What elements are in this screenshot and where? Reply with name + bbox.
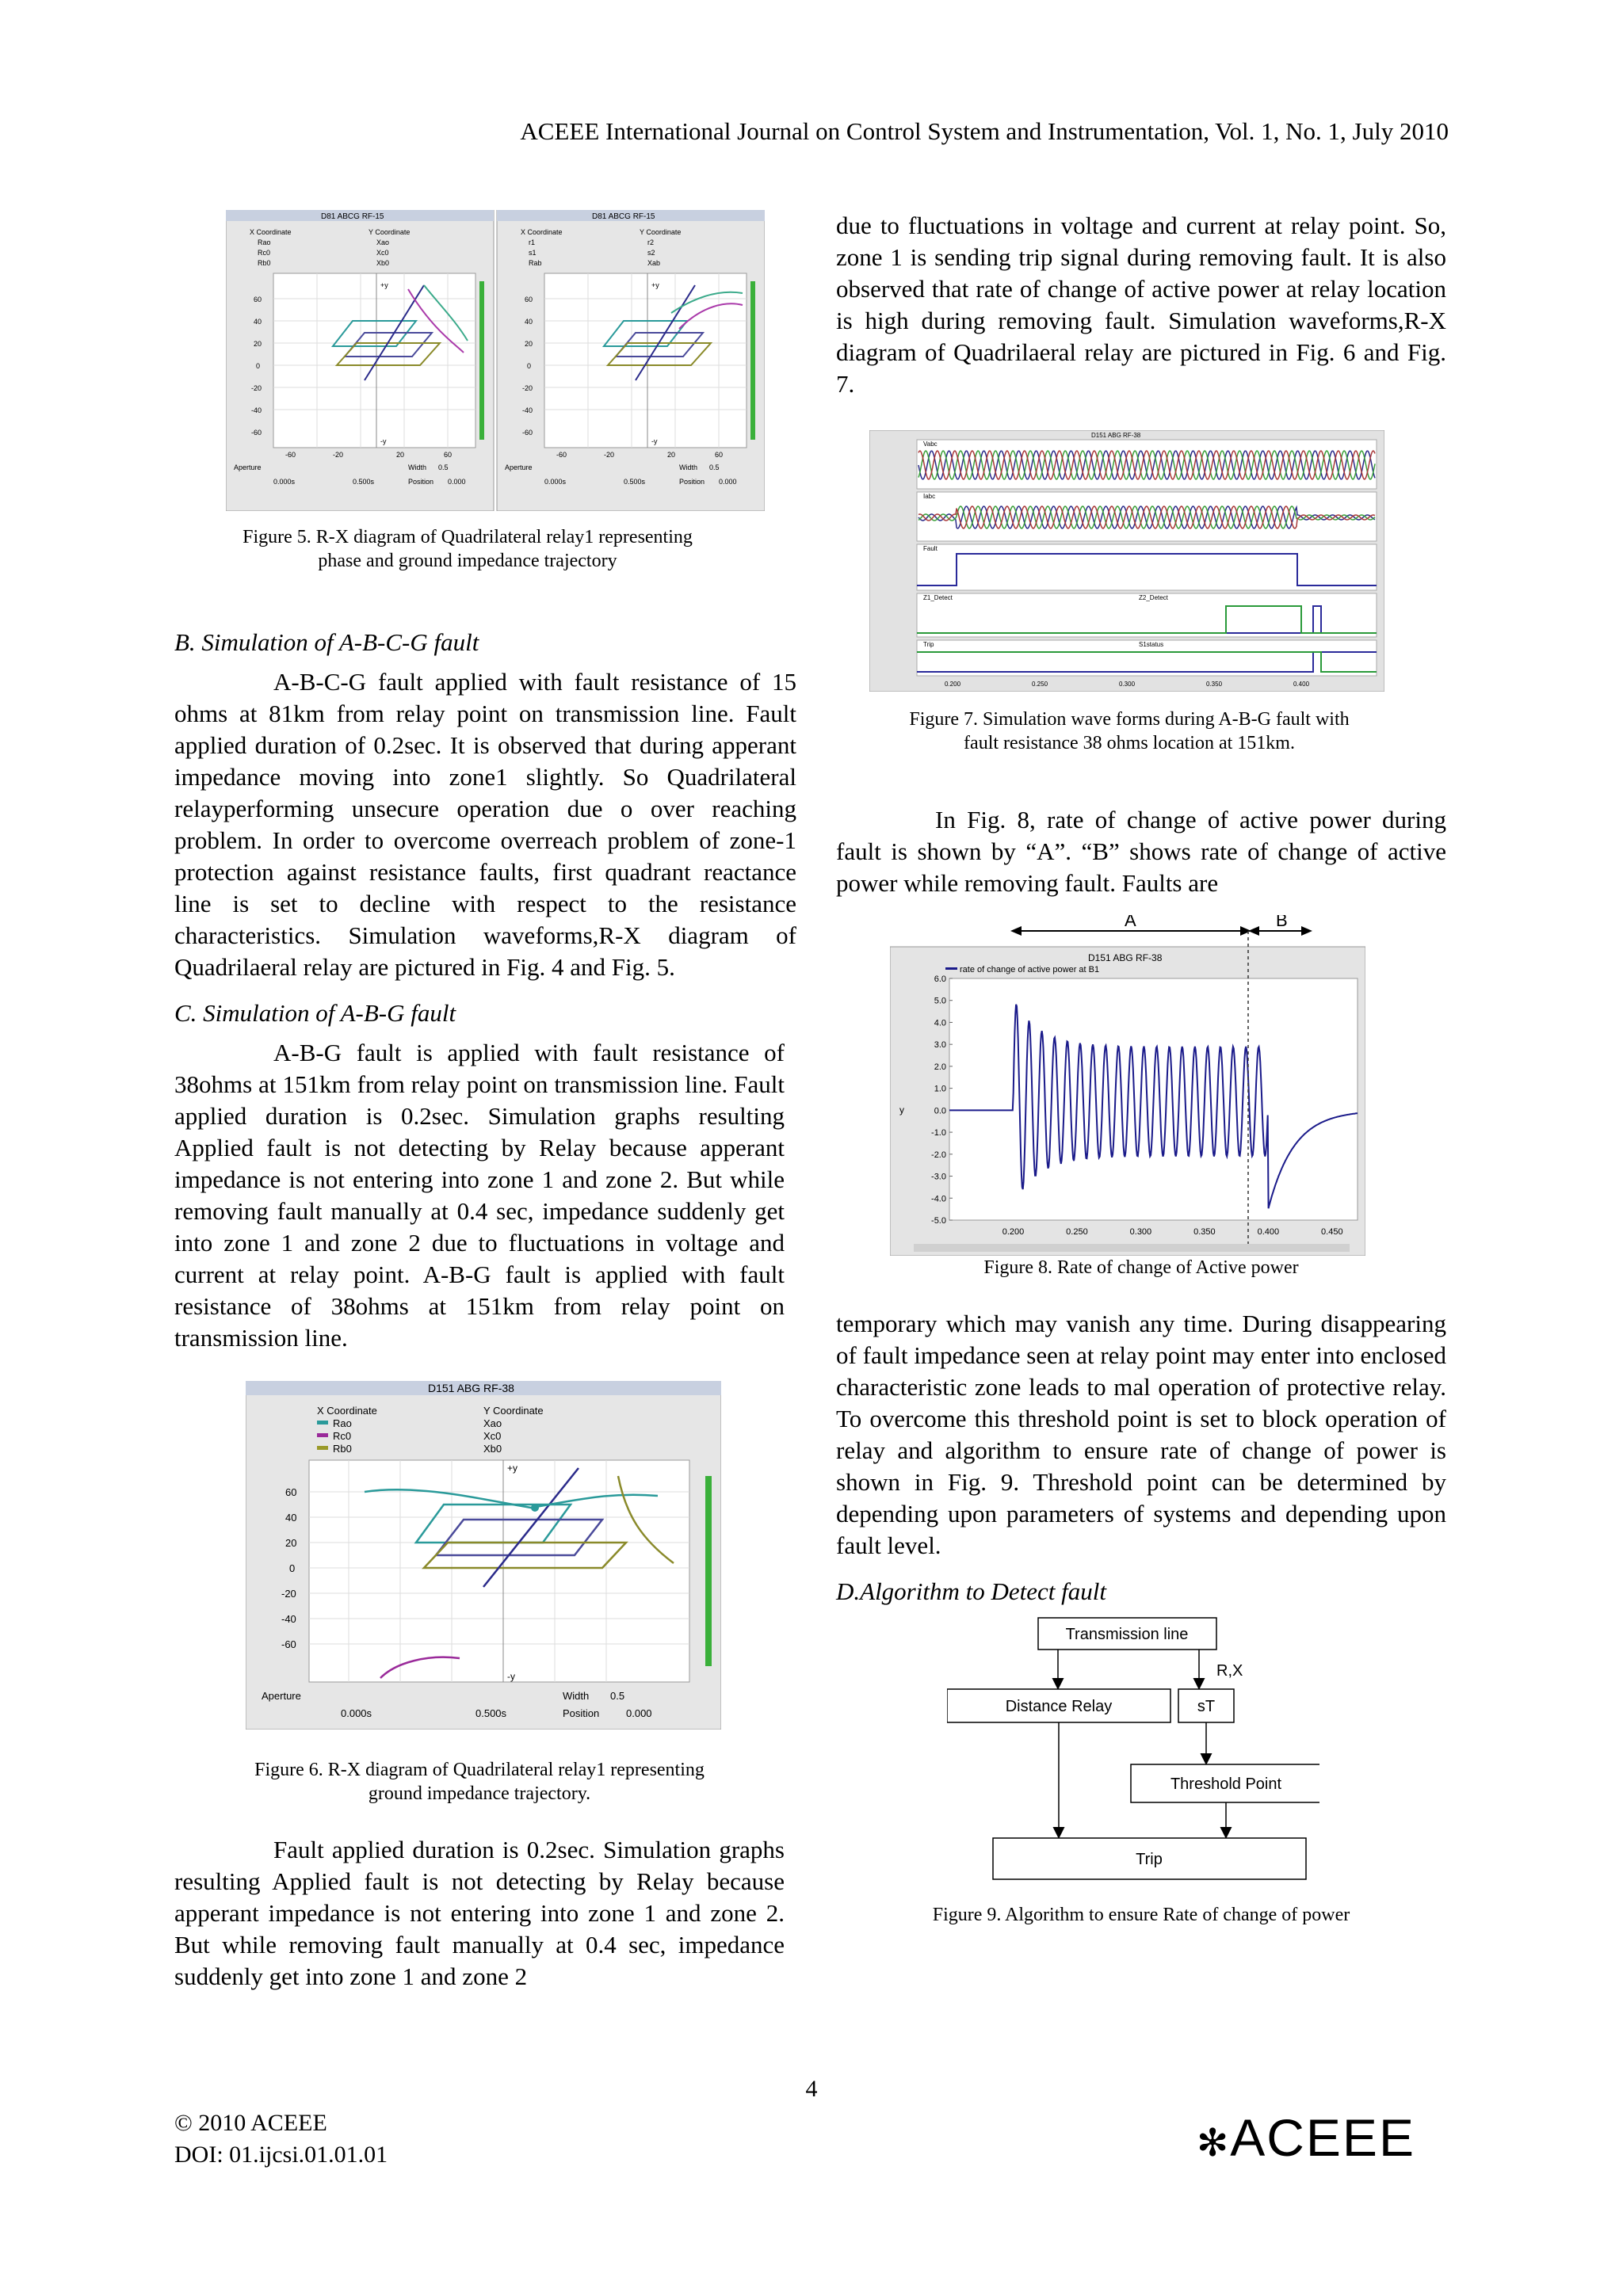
rx-label: R,X: [1216, 1662, 1243, 1680]
figure-7: [869, 430, 1384, 692]
fig7-xt4: 0.400: [1293, 681, 1310, 688]
fig5-p1-ny: -y: [380, 437, 387, 445]
fig5-p2-width-val: 0.5: [709, 463, 720, 471]
fig8-ytick-1: 5.0: [934, 996, 946, 1006]
fig5-p1-yt4: -20: [251, 384, 262, 392]
fig8-xtick-2: 0.300: [1129, 1227, 1152, 1237]
right-paragraph-2: temporary which may vanish any time. During disappearing of fault impedance seen at relay point may enter into enclosed characteristic zone leads to mal operation of protective relay. To overcome this threshold point is set to block operation of relay and algorithm to ensure rate of change of power is shown in Fig. 9. Threshold point can be determined by depending upon parameters of systems and depending upon fault level.: [836, 1310, 1446, 1559]
fig5-p1-py: +y: [380, 281, 388, 289]
fig5-p1-position: Position: [408, 478, 434, 486]
fig6-yt5: -40: [281, 1613, 296, 1625]
fig6-ycoord: Y Coordinate: [483, 1405, 544, 1417]
fig7-caption-line1: Figure 7. Simulation wave forms during A-B-G fault with: [909, 709, 1350, 730]
fig5-p1-xt3: 60: [444, 451, 453, 459]
fig6-title: D151 ABG RF-38: [428, 1382, 514, 1394]
right-mid-paragraph: In Fig. 8, rate of change of active power during fault is shown by “A”. “B” shows rate of change of active power while removing fault. Faults are: [836, 806, 1446, 897]
footer-copyright: © 2010 ACEEE: [174, 2110, 327, 2136]
fig5-p1-r0a: Rao: [258, 238, 271, 246]
fig8-ytick-0: 6.0: [934, 974, 946, 984]
fig6-yt1: 40: [285, 1512, 297, 1524]
fig5-p1-xt2: 20: [396, 451, 405, 459]
fig5-p2-ycoord: Y Coordinate: [640, 228, 682, 236]
fig6-ny: -y: [507, 1671, 515, 1682]
fig6-width-val: 0.5: [610, 1690, 625, 1702]
fig8-ytick-11: -5.0: [931, 1216, 946, 1226]
fig5-p2-r1b: s2: [647, 249, 655, 257]
fig8-annotation-a: A: [1125, 915, 1136, 930]
fig8-xtick-4: 0.400: [1257, 1227, 1280, 1237]
section-c-paragraph: A-B-G fault is applied with fault resistance of 38ohms at 151km from relay point on transmission line. Fault applied duration is 0.2sec. Simulation graphs resulting Applied fault is not detecting by Relay because apperant impedance is not entering into zone 1 and zone 2. But while removing fault manually at 0.4 sec, impedance suddenly get into zone 1 and zone 2 due to fluctuations in voltage and current at relay point. A-B-G fault is applied with fault resistance of 38ohms at 151km from relay point on transmission line.: [174, 1039, 785, 1352]
fig8-title: D151 ABG RF-38: [1088, 952, 1163, 963]
fig5-p1-xt1: -20: [333, 451, 344, 459]
fig6-r0b: Xao: [483, 1417, 502, 1429]
logo-text: ACEEE: [1230, 2108, 1415, 2167]
fig5-p1-yt6: -60: [251, 429, 262, 437]
fig5-p1-yt5: -40: [251, 406, 262, 414]
fig5-p2-xt1: -20: [604, 451, 615, 459]
fig7-label-trip: Trip: [923, 641, 934, 648]
fig7-label-z2: Z2_Detect: [1139, 594, 1168, 601]
fig5-p2-aperture: Aperture: [505, 463, 533, 471]
fig5-p2-yt3: 0: [527, 362, 532, 370]
fig5-p1-yt1: 40: [254, 318, 262, 326]
fig6-r1a: Rc0: [333, 1430, 352, 1442]
fig6-r1b: Xc0: [483, 1430, 502, 1442]
figure-9-caption: Figure 9. Algorithm to ensure Rate of change of power: [932, 1905, 1350, 1925]
fig5-p1-width: Width: [408, 463, 427, 471]
figure-7-caption: [836, 707, 1423, 755]
figure-9: [947, 1614, 1319, 1887]
st-label: sT: [1197, 1698, 1216, 1715]
fig8-ytick-8: -2.0: [931, 1150, 946, 1160]
threshold-label: Threshold Point: [1170, 1775, 1282, 1793]
transmission-line-label: Transmission line: [1065, 1626, 1189, 1643]
fig8-ytick-4: 2.0: [934, 1062, 946, 1072]
fig5-p1-width-val: 0.5: [438, 463, 449, 471]
fig5-panel2-title: D81 ABCG RF-15: [592, 212, 655, 221]
figure-8-caption: Figure 8. Rate of change of Active power: [983, 1257, 1299, 1278]
fig6-position: Position: [563, 1707, 600, 1719]
fig8-legend: rate of change of active power at B1: [960, 965, 1100, 974]
fig5-p1-xt0: -60: [285, 451, 296, 459]
fig5-p1-r1b: Xc0: [376, 249, 389, 257]
figure-9-flowchart: [947, 1614, 1319, 1887]
fig7-title: D151 ABG RF-38: [1091, 432, 1141, 439]
fig5-p2-yt4: -20: [522, 384, 533, 392]
figure-6-image: [246, 1381, 721, 1730]
fig5-panel-2: [497, 210, 765, 511]
fig5-p1-r2b: Xb0: [376, 259, 390, 267]
figure-5-image: [226, 210, 765, 511]
fig5-p1-yt2: 20: [254, 340, 262, 348]
fig5-p1-t0: 0.000s: [273, 478, 296, 486]
fig5-p1-yt0: 60: [254, 296, 262, 303]
journal-header: ACEEE International Journal on Control System and Instrumentation, Vol. 1, No. 1, July 2010: [520, 117, 1449, 145]
fig5-p2-yt1: 40: [525, 318, 533, 326]
section-b-paragraph: A-B-C-G fault applied with fault resistance of 15 ohms at 81km from relay point on transmission line. Fault applied duration of 0.2sec. It is observed that during apperant impedance moving into zone1 slightly. So Quadrilateral relayperforming unsecure operation due o over reaching problem. In order to overcome overreach problem of zone-1 protection against resistance faults, first quadrant reactance line is set to decline with respect to the resistance characteristics. Simulation waveforms,R-X diagram of Quadrilaeral relay are pictured in Fig. 4 and Fig. 5.: [174, 668, 796, 981]
fig5-p2-r0b: r2: [647, 238, 655, 246]
fig7-xt2: 0.300: [1119, 681, 1136, 688]
fig7-label-z1: Z1_Detect: [923, 594, 953, 601]
fig7-label-vabc: Vabc: [923, 441, 938, 448]
fig6-caption-line1: Figure 6. R-X diagram of Quadrilateral relay1 representing: [254, 1760, 705, 1780]
fig7-xt1: 0.250: [1032, 681, 1048, 688]
fig5-p2-py: +y: [651, 281, 659, 289]
fig6-yt0: 60: [285, 1486, 297, 1498]
fig7-label-s1: S1status: [1139, 641, 1164, 648]
fig5-p2-xt2: 20: [667, 451, 676, 459]
fig5-p2-position: Position: [679, 478, 705, 486]
page-number: 4: [805, 2076, 818, 2102]
figure-6-caption: [174, 1758, 785, 1806]
figure-7-image: [869, 430, 1384, 692]
fig5-p2-r2a: Rab: [529, 259, 542, 267]
fig5-p1-pos-val: 0.000: [448, 478, 466, 486]
fig5-p1-xcoord: X Coordinate: [250, 228, 292, 236]
fig7-label-iabc: Iabc: [923, 493, 936, 500]
fig8-xtick-5: 0.450: [1321, 1227, 1343, 1237]
fig5-p2-xt0: -60: [556, 451, 567, 459]
fig5-p2-yt0: 60: [525, 296, 533, 303]
fig6-yt2: 20: [285, 1537, 297, 1549]
fig7-label-fault: Fault: [923, 545, 938, 552]
fig5-p2-r0a: r1: [529, 238, 536, 246]
fig8-xtick-3: 0.350: [1193, 1227, 1216, 1237]
logo-icon: ✻: [1197, 2122, 1231, 2164]
section-d-heading: D.Algorithm to Detect fault: [836, 1577, 1106, 1605]
fig6-xcoord: X Coordinate: [317, 1405, 377, 1417]
fig6-aperture: Aperture: [262, 1690, 301, 1702]
fig5-p2-t0: 0.000s: [544, 478, 567, 486]
fig5-p1-r2a: Rb0: [258, 259, 271, 267]
fig5-panel1-title: D81 ABCG RF-15: [321, 212, 384, 221]
fig5-p2-xcoord: X Coordinate: [521, 228, 563, 236]
fig5-p2-r1a: s1: [529, 249, 537, 257]
fig5-p2-pos-val: 0.000: [719, 478, 737, 486]
fig6-yt4: -20: [281, 1588, 296, 1600]
fig6-r2a: Rb0: [333, 1443, 352, 1455]
fig8-plot-area: [931, 974, 1358, 1237]
footer: [174, 2107, 388, 2171]
fig5-p1-t1: 0.500s: [353, 478, 375, 486]
fig5-p2-yt6: -60: [522, 429, 533, 437]
fig8-ytick-5: 1.0: [934, 1084, 946, 1094]
fig5-p2-yt2: 20: [525, 340, 533, 348]
fig6-t0: 0.000s: [341, 1707, 372, 1719]
fig8-ytick-3: 3.0: [934, 1040, 946, 1051]
fig5-p1-yt3: 0: [256, 362, 261, 370]
fig5-p2-xt3: 60: [715, 451, 724, 459]
fig5-caption-line2: phase and ground impedance trajectory: [318, 551, 617, 571]
fig6-r2b: Xb0: [483, 1443, 502, 1455]
left-column: [174, 210, 796, 1993]
fig5-p2-yt5: -40: [522, 406, 533, 414]
fig5-panel-1: [226, 210, 494, 511]
distance-relay-label: Distance Relay: [1005, 1698, 1113, 1715]
fig6-py: +y: [507, 1463, 518, 1474]
fig8-ytick-7: -1.0: [931, 1128, 946, 1138]
fig5-p2-r2b: Xab: [647, 259, 661, 267]
fig8-ytick-2: 4.0: [934, 1018, 946, 1028]
fig8-ytick-10: -4.0: [931, 1194, 946, 1204]
figure-6: [246, 1381, 721, 1730]
fig6-yt3: 0: [289, 1562, 296, 1574]
fig6-t1: 0.500s: [475, 1707, 507, 1719]
fig5-p2-width: Width: [679, 463, 698, 471]
fig5-p1-aperture: Aperture: [234, 463, 262, 471]
fig8-ytick-6: 0.0: [934, 1106, 946, 1116]
fig5-p1-r1a: Rc0: [258, 249, 271, 257]
fig6-caption-line2: ground impedance trajectory.: [368, 1783, 591, 1804]
fig8-xtick-0: 0.200: [1002, 1227, 1025, 1237]
fig5-caption-line1: Figure 5. R-X diagram of Quadrilateral relay1 representing: [242, 527, 693, 547]
fig5-p2-ny: -y: [651, 437, 658, 445]
aceee-logo: [1197, 2107, 1415, 2168]
fig6-r0a: Rao: [333, 1417, 352, 1429]
fig8-ylabel: y: [899, 1104, 904, 1116]
section-c-heading: C. Simulation of A-B-G fault: [174, 999, 456, 1027]
figure-5: [226, 210, 765, 511]
fig7-xt0: 0.200: [945, 681, 961, 688]
fig6-width: Width: [563, 1690, 590, 1702]
fig5-p1-ycoord: Y Coordinate: [369, 228, 411, 236]
fig6-pos-val: 0.000: [626, 1707, 652, 1719]
figure-8-chart: [890, 915, 1365, 1256]
right-top-paragraph: due to fluctuations in voltage and current at relay point. So, zone 1 is sending trip signal during removing fault. It is also observed that rate of change of active power at relay location is high during removing fault. Simulation waveforms,R-X diagram of Quadrilaeral relay are pictured in Fig. 6 and Fig. 7.: [836, 212, 1446, 398]
fig6-yt6: -60: [281, 1638, 296, 1650]
fig8-ytick-9: -3.0: [931, 1172, 946, 1182]
fig7-xt3: 0.350: [1206, 681, 1223, 688]
fig7-caption-line2: fault resistance 38 ohms location at 151km.: [964, 733, 1295, 753]
fig5-p1-r0b: Xao: [376, 238, 390, 246]
figure-8: [890, 915, 1365, 1256]
fig8-xtick-1: 0.250: [1066, 1227, 1088, 1237]
trip-label: Trip: [1136, 1851, 1163, 1868]
footer-doi: DOI: 01.ijcsi.01.01.01: [174, 2142, 388, 2168]
fig5-p2-t1: 0.500s: [624, 478, 646, 486]
figure-5-caption: [174, 525, 761, 573]
left-bottom-paragraph: Fault applied duration is 0.2sec. Simulation graphs resulting Applied fault is not detecting by Relay because apperant impedance is not entering into zone 1 and zone 2. But while removing fault manually at 0.4 sec, impedance suddenly get into zone 1 and zone 2: [174, 1836, 785, 1990]
section-b-heading: B. Simulation of A-B-C-G fault: [174, 628, 479, 656]
right-column: [836, 210, 1446, 1927]
fig8-annotation-b: B: [1276, 915, 1288, 930]
